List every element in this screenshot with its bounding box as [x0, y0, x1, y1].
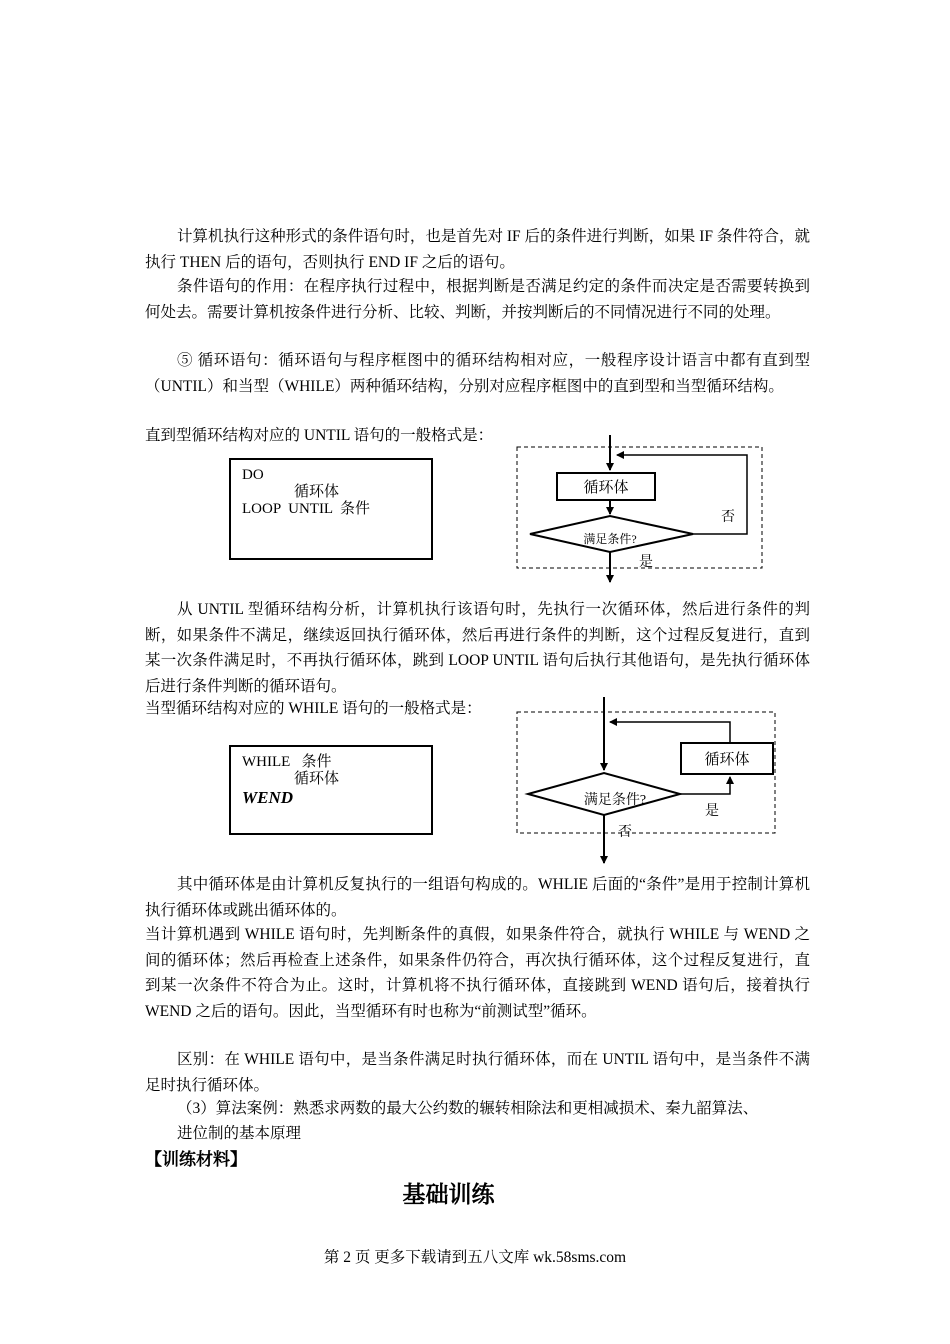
- while-condition-label: 满足条件?: [583, 793, 647, 808]
- paragraph-difference: 区别：在 WHILE 语句中，是当条件满足时执行循环体，而在 UNTIL 语句中，是当条件不满足时执行循环体。: [145, 1051, 810, 1094]
- paragraph-while-execution: 当计算机遇到 WHILE 语句时，先判断条件的真假，如果条件符合，就执行 WHILE 与 WEND 之间的循环体；然后再检查上述条件，如果条件仍符合，再次执行循环体，这个过程反复进行，直到某一次条件不符合为止。这时，计算机将不执行循环体，直接跳到 WEND 语句后，接着执行 WEND 之后的语句。因此，当型循环有时也称为“前测试型”循环。: [145, 926, 810, 1020]
- section-title: 基础训练: [402, 1182, 495, 1208]
- while-return-arrow: [610, 722, 730, 743]
- until-code-line-do: DO: [242, 467, 264, 483]
- while-intro-text: 当型循环结构对应的 WHILE 语句的一般格式是：: [145, 700, 482, 717]
- while-no-label: 否: [618, 825, 632, 840]
- while-code-box: [229, 745, 433, 835]
- paragraph-loop-body-definition: 其中循环体是由计算机反复执行的一组语句构成的。WHLIE 后面的“条件”是用于控制计算机执行循环体或跳出循环体的。: [145, 876, 810, 919]
- until-yes-label: 是: [639, 555, 653, 570]
- while-flowchart: [500, 690, 790, 870]
- until-no-label: 否: [721, 510, 735, 525]
- until-code-box: [229, 458, 433, 560]
- while-code-line-body: 循环体: [294, 771, 340, 787]
- until-flowchart: [500, 428, 780, 588]
- while-body-label: 循环体: [704, 752, 750, 768]
- paragraph-until-analysis: 从 UNTIL 型循环结构分析，计算机执行该语句时，先执行一次循环体，然后进行条件的判断，如果条件不满足，继续返回执行循环体，然后再进行条件的判断，这个过程反复进行，直到某一次条件满足时，不再执行循环体，跳到 LOOP UNTIL 语句后执行其他语句，是先执行循环体后进行条件判断的循环语句。: [145, 601, 810, 695]
- paragraph-algorithm-cases-line2: 进位制的基本原理: [177, 1125, 302, 1142]
- while-yes-arrow: [680, 777, 730, 794]
- until-body-label: 循环体: [583, 480, 629, 496]
- until-code-line-loop: LOOP UNTIL 条件: [242, 501, 371, 517]
- while-yes-label: 是: [705, 804, 719, 819]
- paragraph-if-execution: 计算机执行这种形式的条件语句时，也是首先对 IF 后的条件进行判断，如果 IF 条件符合，就执行 THEN 后的语句，否则执行 END IF 之后的语句。: [145, 228, 810, 271]
- paragraph-algorithm-cases-line1: （3）算法案例：熟悉求两数的最大公约数的辗转相除法和更相减损术、秦九韶算法、: [177, 1100, 759, 1117]
- paragraph-condition-purpose: 条件语句的作用：在程序执行过程中，根据判断是否满足约定的条件而决定是否需要转换到何处去。需要计算机按条件进行分析、比较、判断，并按判断后的不同情况进行不同的处理。: [145, 278, 810, 321]
- until-condition-label: 满足条件?: [583, 532, 637, 546]
- until-intro-text: 直到型循环结构对应的 UNTIL 语句的一般格式是：: [145, 427, 494, 444]
- page-footer: 第 2 页 更多下载请到五八文库 wk.58sms.com: [323, 1249, 627, 1266]
- training-materials-heading: 【训练材料】: [145, 1150, 247, 1170]
- until-dashed-frame: [517, 447, 762, 568]
- paragraph-loop-statement: ⑤ 循环语句：循环语句与程序框图中的循环结构相对应，一般程序设计语言中都有直到型（UNTIL）和当型（WHILE）两种循环结构，分别对应程序框图中的直到型和当型循环结构。: [145, 352, 810, 395]
- until-code-line-body: 循环体: [294, 484, 340, 500]
- while-code-line-while: WHILE 条件: [242, 754, 332, 770]
- while-code-line-wend: WEND: [242, 788, 294, 807]
